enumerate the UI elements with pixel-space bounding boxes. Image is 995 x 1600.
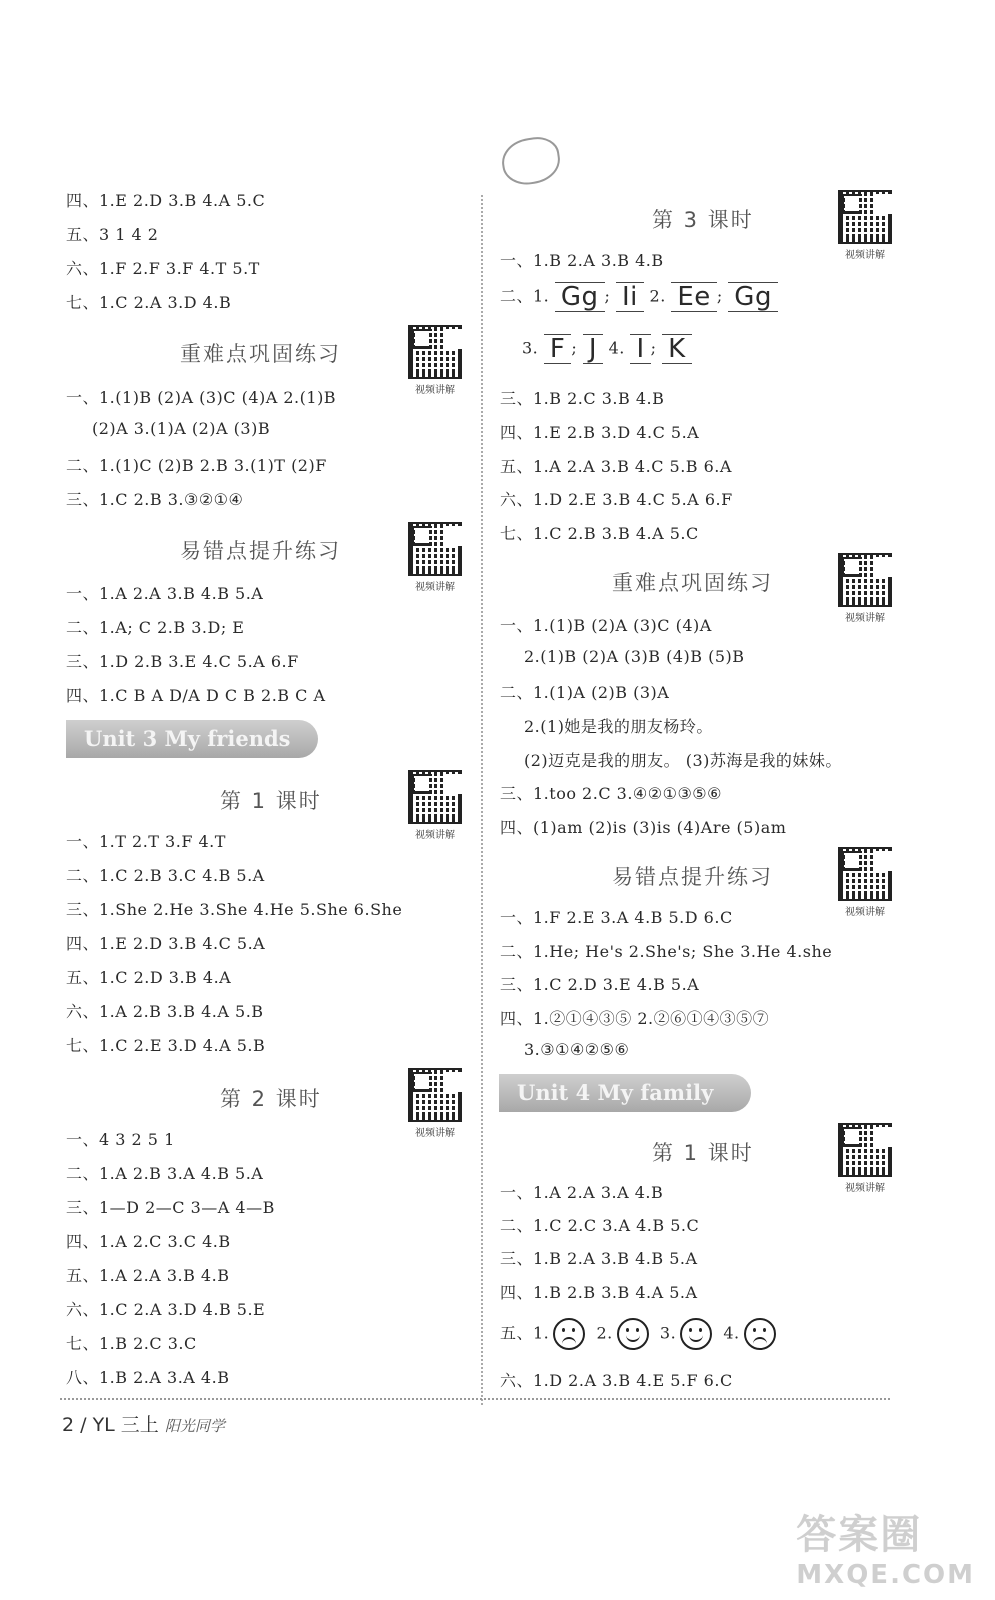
answer-line: 一、1.A 2.A 3.A 4.B (500, 1183, 664, 1202)
lesson-title: 第 2 课时 (220, 1087, 322, 1111)
answer-line: 四、1.E 2.D 3.B 4.C 5.A (66, 934, 266, 953)
qr-code[interactable] (406, 1068, 464, 1139)
lesson-title: 第 1 课时 (652, 1141, 754, 1165)
answer-line: 二、1.(1)C (2)B 2.B 3.(1)T (2)F (66, 456, 327, 475)
footer-rule (60, 1398, 890, 1400)
answer-line: 3.③①④②⑤⑥ (524, 1040, 630, 1059)
sad-face-icon (744, 1318, 776, 1350)
answer-line: (2)迈克是我的朋友。 (3)苏海是我的妹妹。 (524, 751, 842, 770)
item-label: 2. (596, 1323, 613, 1343)
letter-box: Gg (555, 282, 605, 312)
faces-line (500, 1318, 776, 1350)
happy-face-icon (680, 1318, 712, 1350)
letter-box: Ii (616, 282, 644, 312)
happy-face-icon (617, 1318, 649, 1350)
answer-line: 二、1.He; He's 2.She's; She 3.He 4.she (500, 942, 833, 961)
answer-line: 六、1.D 2.E 3.B 4.C 5.A 6.F (500, 490, 733, 509)
item-label: 4. (723, 1323, 740, 1343)
answer-line: 三、1—D 2—C 3—A 4—B (66, 1198, 275, 1217)
qr-icon (408, 522, 462, 576)
answer-line: 2.(1)B (2)A (3)B (4)B (5)B (524, 647, 745, 666)
qr-code[interactable] (406, 522, 464, 593)
letter-box: Ee (671, 282, 716, 312)
answer-line: 二、1.A 2.B 3.A 4.B 5.A (66, 1164, 264, 1183)
item-label: 3. (522, 338, 539, 358)
qr-icon (838, 553, 892, 607)
qr-icon (838, 190, 892, 244)
answer-line: 五、1.A 2.A 3.B 4.C 5.B 6.A (500, 457, 732, 476)
answer-line: 八、1.B 2.A 3.A 4.B (66, 1368, 230, 1387)
answer-line: 2.(1)她是我的朋友杨玲。 (524, 717, 713, 736)
answer-line: 四、1.②①④③⑤ 2.②⑥①④③⑤⑦ (500, 1009, 770, 1028)
letter-box: K (662, 334, 692, 364)
section-title: 重难点巩固练习 (180, 342, 341, 366)
sad-face-icon (553, 1318, 585, 1350)
answer-line: 一、1.T 2.T 3.F 4.T (66, 832, 226, 851)
answer-line: 五、1.C 2.D 3.B 4.A (66, 968, 232, 987)
qr-code[interactable] (406, 770, 464, 841)
answer-line: 六、1.D 2.A 3.B 4.E 5.F 6.C (500, 1371, 733, 1390)
answer-line: 四、(1)am (2)is (3)is (4)Are (5)am (500, 818, 787, 837)
letter-box: F (544, 334, 571, 364)
answer-line: 二、1.C 2.B 3.C 4.B 5.A (66, 866, 265, 885)
item-label: 4. (608, 338, 625, 358)
qr-caption: 视频讲解 (415, 830, 455, 841)
answer-line: 二、1.C 2.C 3.A 4.B 5.C (500, 1216, 700, 1235)
watermark-url: MXQE.COM (796, 1560, 975, 1590)
section-title: 重难点巩固练习 (612, 571, 773, 595)
answer-line: 七、1.B 2.C 3.C (66, 1334, 197, 1353)
answer-line: 三、1.B 2.C 3.B 4.B (500, 389, 665, 408)
qr-icon (838, 847, 892, 901)
answer-line: 六、1.C 2.A 3.D 4.B 5.E (66, 1300, 266, 1319)
answer-line: 三、1.C 2.D 3.E 4.B 5.A (500, 975, 700, 994)
answer-line: 七、1.C 2.B 3.B 4.A 5.C (500, 524, 699, 543)
watermark (796, 1503, 975, 1590)
answer-line: 五、1.A 2.A 3.B 4.B (66, 1266, 230, 1285)
qr-code[interactable] (836, 190, 894, 261)
answer-line: 三、1.She 2.He 3.She 4.He 5.She 6.She (66, 900, 403, 919)
qr-code[interactable] (836, 553, 894, 624)
qr-icon (838, 1123, 892, 1177)
answer-line: 一、4 3 2 5 1 (66, 1130, 175, 1149)
unit-banner: Unit 3 My friends (66, 720, 318, 758)
answer-line: 一、1.B 2.A 3.B 4.B (500, 251, 664, 270)
answer-line: 三、1.too 2.C 3.④②①③⑤⑥ (500, 784, 722, 803)
qr-caption: 视频讲解 (415, 1128, 455, 1139)
answer-line: 四、1.A 2.C 3.C 4.B (66, 1232, 231, 1251)
qr-code[interactable] (836, 847, 894, 918)
footer (62, 1410, 225, 1437)
item-label: 3. (659, 1323, 677, 1343)
answer-line: 三、1.D 2.B 3.E 4.C 5.A 6.F (66, 652, 299, 671)
qr-icon (408, 1068, 462, 1122)
answer-line: 一、1.A 2.A 3.B 4.B 5.A (66, 584, 264, 603)
letter-box: I (630, 334, 650, 364)
answer-line: 七、1.C 2.A 3.D 4.B (66, 293, 232, 312)
qr-icon (408, 325, 462, 379)
answer-line: 一、1.F 2.E 3.A 4.B 5.D 6.C (500, 908, 733, 927)
qr-icon (408, 770, 462, 824)
column-divider (481, 195, 483, 1405)
brand-logo: 阳光同学 (164, 1417, 225, 1435)
watermark-title: 答案圈 (796, 1512, 923, 1558)
answer-line: 四、1.E 2.D 3.B 4.A 5.C (66, 191, 266, 210)
answer-line: 二、1.(1)A (2)B (3)A (500, 683, 670, 702)
letter-box: J (583, 334, 603, 364)
qr-caption: 视频讲解 (415, 582, 455, 593)
handwriting-line: 3. F ; J 4. I ; K (522, 334, 692, 364)
answer-line: 六、1.F 2.F 3.F 4.T 5.T (66, 259, 260, 278)
item-label: 2. (649, 286, 666, 306)
answer-line: 三、1.C 2.B 3.③②①④ (66, 490, 244, 509)
letter-box: Gg (728, 282, 778, 312)
answer-line: 五、3 1 4 2 (66, 225, 159, 244)
handwriting-line: 二、1. Gg ; Ii 2. Ee ; Gg (500, 282, 778, 312)
stamp-mark (499, 134, 563, 188)
answer-line: 六、1.A 2.B 3.B 4.A 5.B (66, 1002, 264, 1021)
qr-code[interactable] (836, 1123, 894, 1194)
qr-caption: 视频讲解 (845, 613, 885, 624)
qr-caption: 视频讲解 (845, 907, 885, 918)
answer-line: (2)A 3.(1)A (2)A (3)B (92, 419, 271, 438)
answer-line: 二、1.A; C 2.B 3.D; E (66, 618, 245, 637)
answer-line: 四、1.C B A D/A D C B 2.B C A (66, 686, 326, 705)
section-title: 易错点提升练习 (180, 539, 341, 563)
answer-line: 一、1.(1)B (2)A (3)C (4)A 2.(1)B (66, 388, 337, 407)
page-number: 2 / YL 三上 (62, 1414, 159, 1436)
item-label: 五、1. (500, 1323, 550, 1343)
section-title: 易错点提升练习 (612, 865, 773, 889)
answer-line: 四、1.B 2.B 3.B 4.A 5.A (500, 1283, 698, 1302)
qr-caption: 视频讲解 (845, 1183, 885, 1194)
answer-line: 四、1.E 2.B 3.D 4.C 5.A (500, 423, 700, 442)
unit-banner: Unit 4 My family (499, 1074, 751, 1112)
qr-code[interactable] (406, 325, 464, 396)
qr-caption: 视频讲解 (845, 250, 885, 261)
lesson-title: 第 1 课时 (220, 789, 322, 813)
item-label: 二、1. (500, 286, 550, 306)
lesson-title: 第 3 课时 (652, 208, 754, 232)
qr-caption: 视频讲解 (415, 385, 455, 396)
answer-line: 七、1.C 2.E 3.D 4.A 5.B (66, 1036, 266, 1055)
answer-line: 一、1.(1)B (2)A (3)C (4)A (500, 616, 712, 635)
answer-line: 三、1.B 2.A 3.B 4.B 5.A (500, 1249, 698, 1268)
